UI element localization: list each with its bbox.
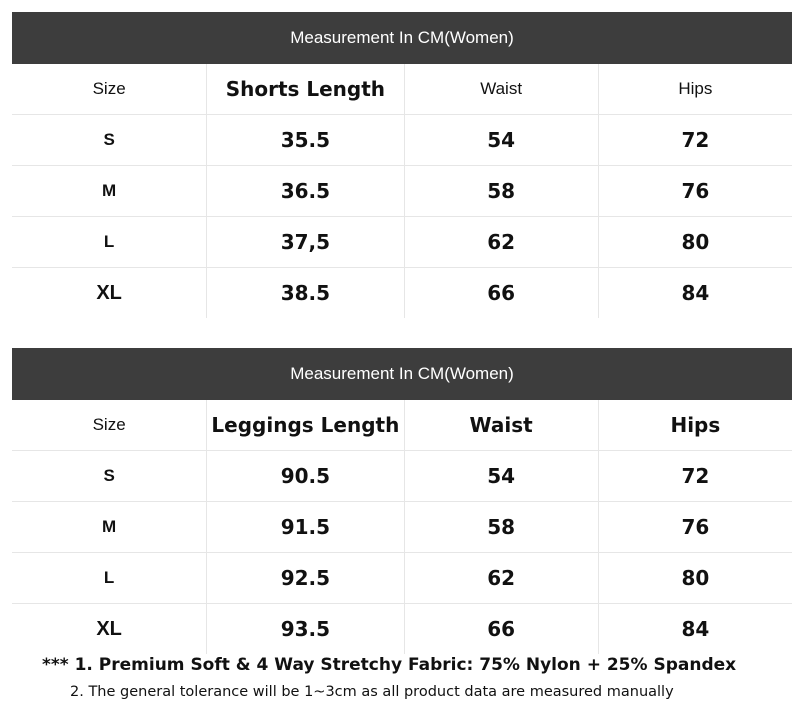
size-cell: M <box>102 181 117 200</box>
waist-cell: 58 <box>404 166 598 216</box>
leggings-size-table <box>12 348 792 654</box>
table-row <box>12 604 792 654</box>
length-cell: 35.5 <box>206 115 403 165</box>
hips-cell: 72 <box>598 451 792 501</box>
table-title-banner: Measurement In CM(Women) <box>12 348 792 400</box>
table-row <box>12 268 792 318</box>
hips-cell: 72 <box>598 115 792 165</box>
size-cell: XL <box>96 617 122 640</box>
length-cell: 91.5 <box>206 502 403 552</box>
length-cell: 90.5 <box>206 451 403 501</box>
header-hips: Hips <box>598 64 792 114</box>
header-waist: Waist <box>404 400 598 450</box>
length-cell: 37,5 <box>206 217 403 267</box>
tolerance-note: 2. The general tolerance will be 1~3cm as all product data are measured manually <box>70 684 674 700</box>
table-row <box>12 451 792 502</box>
hips-cell: 76 <box>598 502 792 552</box>
waist-cell: 54 <box>404 451 598 501</box>
table-row <box>12 502 792 553</box>
waist-cell: 66 <box>404 604 598 654</box>
header-hips: Hips <box>598 400 792 450</box>
table-row <box>12 115 792 166</box>
length-cell: 92.5 <box>206 553 403 603</box>
hips-cell: 84 <box>598 604 792 654</box>
hips-cell: 84 <box>598 268 792 318</box>
size-cell: S <box>103 466 115 485</box>
waist-cell: 66 <box>404 268 598 318</box>
table-row <box>12 166 792 217</box>
table-row <box>12 217 792 268</box>
hips-cell: 76 <box>598 166 792 216</box>
waist-cell: 62 <box>404 217 598 267</box>
table-header-row <box>12 400 792 451</box>
size-cell: S <box>103 130 115 149</box>
size-cell: L <box>103 568 115 587</box>
waist-cell: 58 <box>404 502 598 552</box>
length-cell: 93.5 <box>206 604 403 654</box>
size-cell: XL <box>96 281 122 304</box>
length-cell: 38.5 <box>206 268 403 318</box>
header-leggings-length: Leggings Length <box>206 400 403 450</box>
length-cell: 36.5 <box>206 166 403 216</box>
header-size: Size <box>92 415 126 434</box>
size-cell: M <box>102 517 117 536</box>
waist-cell: 54 <box>404 115 598 165</box>
header-shorts-length: Shorts Length <box>206 64 403 114</box>
header-waist: Waist <box>404 64 598 114</box>
size-cell: L <box>103 232 115 251</box>
shorts-size-table <box>12 12 792 318</box>
table-header-row <box>12 64 792 115</box>
hips-cell: 80 <box>598 553 792 603</box>
waist-cell: 62 <box>404 553 598 603</box>
fabric-note: *** 1. Premium Soft & 4 Way Stretchy Fabric: 75% Nylon + 25% Spandex <box>42 655 737 675</box>
table-title-banner: Measurement In CM(Women) <box>12 12 792 64</box>
hips-cell: 80 <box>598 217 792 267</box>
table-row <box>12 553 792 604</box>
header-size: Size <box>92 79 126 98</box>
